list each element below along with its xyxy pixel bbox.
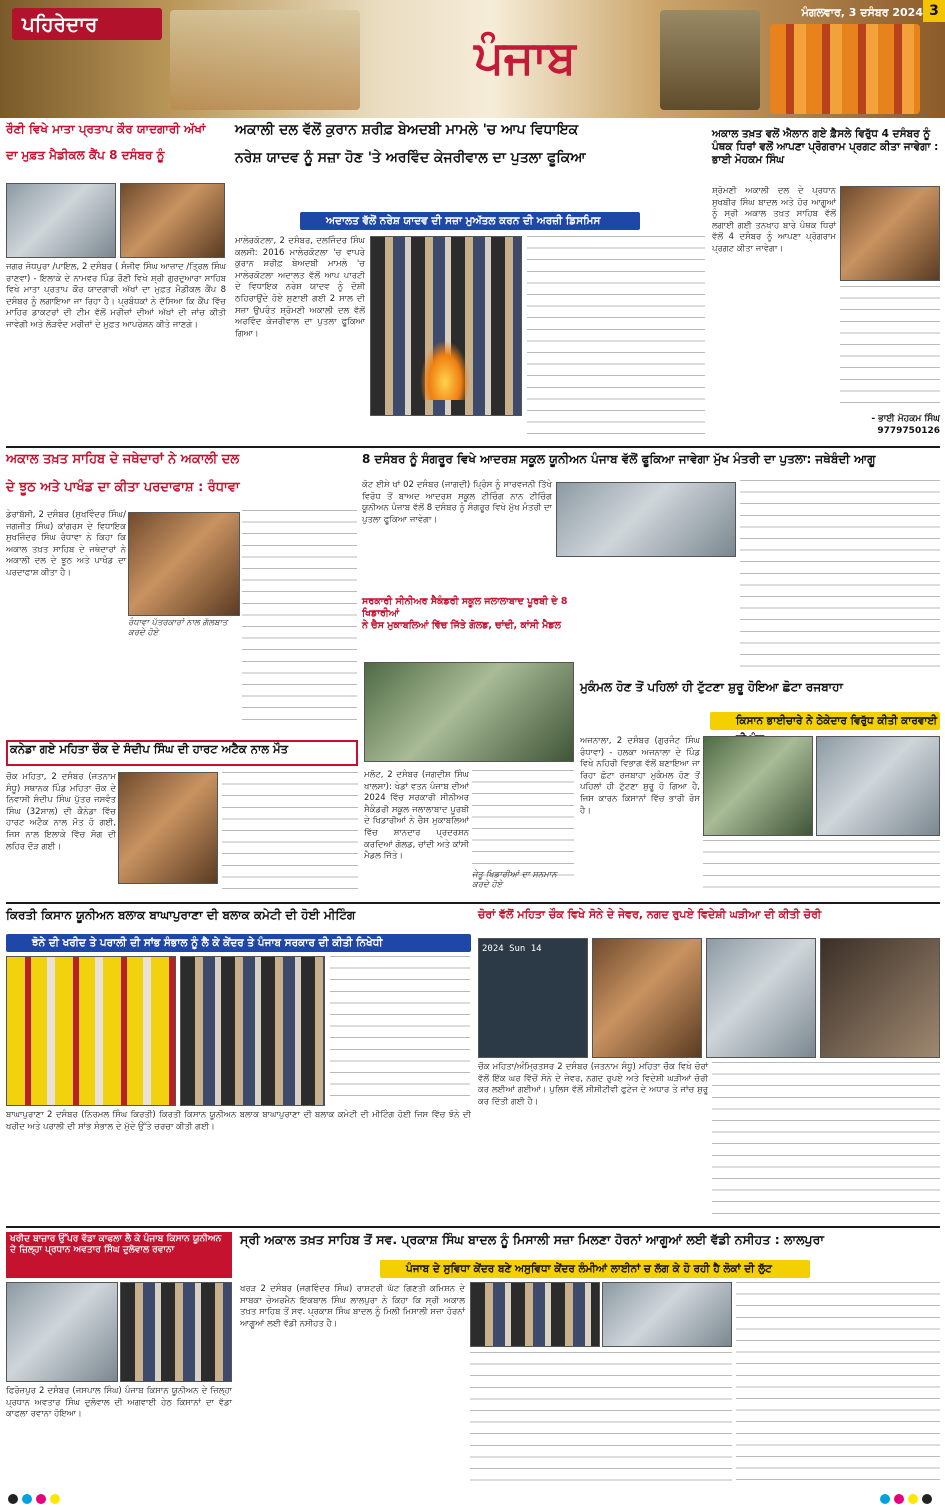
sandeep-singh-photo — [118, 772, 218, 884]
rajbaha-photo-2 — [816, 736, 940, 836]
school-medals-body: ਮਲੋਟ, 2 ਦਸੰਬਰ (ਜਗਦੀਸ਼ ਸਿੰਘ ਖਾਲਸਾ): ਖੇਡਾਂ ਵਤਨ ਪੰਜਾਬ ਦੀਆਂ 2024 ਵਿੱਚ ਸਰਕਾਰੀ ਸੀਨੀਅਰ ਸੈਕੰਡਰੀ ਸਕੂਲ ਜਲਾਲਾਬਾਦ ਪੂਰਬੀ ਦੇ ਖਿਡਾਰੀਆਂ ਨੇ ਚੈਸ ਮੁਕਾਬਲਿਆਂ ਵਿੱਚ ਸ਼ਾਨਦਾਰ ਪ੍ਰਦਰਸ਼ਨ ਕਰਦਿਆਂ ਗੋਲਡ, ਚਾਂਦੀ ਅਤੇ ਕਾਂਸੀ ਮੈਡਲ ਜਿੱਤੇ। — [364, 770, 469, 862]
kisan-meeting-body: ਬਾਘਾਪੁਰਾਣਾ 2 ਦਸੰਬਰ (ਨਿਰਮਲ ਸਿੰਘ ਕਿਰਤੀ) ਕਿਰਤੀ ਕਿਸਾਨ ਯੂਨੀਅਨ ਬਲਾਕ ਬਾਘਾਪੁਰਾਣਾ ਦੀ ਬਲਾਕ ਕਮੇਟੀ ਦੀ ਮੀਟਿੰਗ ਹੋਈ ਜਿਸ ਵਿੱਚ ਝੋਨੇ ਦੀ ਖਰੀਦ ਅਤੇ ਪਰਾਲੀ ਦੀ ਸਾਂਭ ਸੰਭਾਲ ਦੇ ਮੁੱਦੇ ਉੱਤੇ ਚਰਚਾ ਕੀਤੀ ਗਈ। — [6, 1110, 471, 1132]
eye-camp-body: ਜਗਰ ਜੋਧਪੁਰਾ /ਪਾਇਲ, 2 ਦਸੰਬਰ ( ਸੰਜੀਵ ਸਿੰਘ ਆਜ਼ਾਦ /ਤ੍ਰਿਲ ਸਿੰਘ ਰਾਣਵਾ) - ਇਲਾਕੇ ਦੇ ਨਾਮਵਰ ਪਿੰਡ ਰੌਣੀ ਵਿਖੇ ਸ਼੍ਰੀ ਗੁਰਦੁਆਰਾ ਸਾਹਿਬ ਵਿਖੇ ਮਾਤਾ ਪ੍ਰਤਾਪ ਕੌਰ ਯਾਦਗਾਰੀ ਅੱਖਾਂ ਦਾ ਮੁਫ਼ਤ ਮੈਡੀਕਲ ਕੈਂਪ 8 ਦਸੰਬਰ ਨੂੰ ਲਗਾਇਆ ਜਾ ਰਿਹਾ ਹੈ। ਪ੍ਰਬੰਧਕਾਂ ਨੇ ਦੱਸਿਆ ਕਿ ਕੈਂਪ ਵਿੱਚ ਮਾਹਿਰ ਡਾਕਟਰਾਂ ਦੀ ਟੀਮ ਵੱਲੋਂ ਮਰੀਜ਼ਾਂ ਦੀਆਂ ਅੱਖਾਂ ਦੀ ਜਾਂਚ ਕੀਤੀ ਜਾਵੇਗੀ ਅਤੇ ਲੋੜਵੰਦ ਮਰੀਜ਼ਾਂ ਦੇ ਮੁਫ਼ਤ ਆਪਰੇਸ਼ਨ ਕੀਤੇ ਜਾਣਗੇ। — [6, 262, 226, 330]
akal-takht-byline: - ਭਾਈ ਮੋਹਕਮ ਸਿੰਘ — [871, 414, 940, 424]
cctv-timestamp: 2024 Sun 14 — [482, 944, 542, 954]
lalpura-body-right — [736, 1282, 940, 1486]
canada-body: ਚੌਕ ਮਹਿਤਾ, 2 ਦਸੰਬਰ (ਜਤਨਾਮ ਸੰਧੂ) ਸਥਾਨਕ ਪਿੰਡ ਮਹਿਤਾ ਚੌਕ ਦੇ ਨਿਵਾਸੀ ਸੰਦੀਪ ਸਿੰਘ ਪੁੱਤਰ ਜਸਵੰਤ ਸਿੰਘ (32ਸਾਲ) ਦੀ ਕੈਨੇਡਾ ਵਿੱਚ ਹਾਰਟ ਅਟੈਕ ਨਾਲ ਮੌਤ ਹੋ ਗਈ, ਜਿਸ ਨਾਲ ਇਲਾਕੇ ਵਿੱਚ ਸੋਗ ਦੀ ਲਹਿਰ ਦੌੜ ਗਈ। — [6, 772, 116, 852]
masthead-image-tractor — [660, 10, 760, 110]
theft-body: ਚੌਕ ਮਹਿਤਾ/ਅੰਮ੍ਰਿਤਸਰ 2 ਦਸੰਬਰ (ਜਤਨਾਮ ਸੰਧੂ) ਮਹਿਤਾ ਚੌਕ ਵਿਖੇ ਚੋਰਾਂ ਵੱਲੋਂ ਇੱਕ ਘਰ ਵਿੱਚੋਂ ਸੋਨੇ ਦੇ ਜੇਵਰ, ਨਗਦ ਰੁਪਏ ਅਤੇ ਵਿਦੇਸ਼ੀ ਘੜੀਆਂ ਚੋਰੀ ਕਰ ਲਈਆਂ ਗਈਆਂ। ਪੁਲਿਸ ਵੱਲੋਂ ਸੀਸੀਟੀਵੀ ਫੁਟੇਜ ਦੇ ਅਧਾਰ ਤੇ ਜਾਂਚ ਸ਼ੁਰੂ ਕਰ ਦਿੱਤੀ ਗਈ ਹੈ। — [478, 1062, 708, 1107]
divider-row-2 — [6, 902, 940, 904]
rajbaha-headline: ਮੁਕੰਮਲ ਹੋਣ ਤੋਂ ਪਹਿਲਾਂ ਹੀ ਟੁੱਟਣਾ ਸ਼ੁਰੂ ਹੋਇਆ ਛੋਟਾ ਰਜਬਾਹਾ — [580, 680, 843, 694]
kisan-meeting-strap: ਝੋਨੇ ਦੀ ਖਰੀਦ ਤੇ ਪਰਾਲੀ ਦੀ ਸਾਂਭ ਸੰਭਾਲ ਨੂੰ ਲੈ ਕੇ ਕੇਂਦਰ ਤੇ ਪੰਜਾਬ ਸਰਕਾਰ ਦੀ ਕੀਤੀ ਨਿਖੇਧੀ — [6, 934, 471, 952]
newspaper-brand: ਪਹਿਰੇਦਾਰ — [12, 8, 162, 40]
masthead-image-children — [770, 24, 920, 114]
randhawa-body: ਡੇਰਾਬੱਸੀ, 2 ਦਸੰਬਰ (ਸੁਖਵਿੰਦਰ ਸਿੰਘ/ਜਗਜੀਤ ਸਿੰਘ) ਕਾਂਗਰਸ ਦੇ ਵਿਧਾਇਕ ਸੁਖਜਿੰਦਰ ਸਿੰਘ ਰੰਧਾਵਾ ਨੇ ਕਿਹਾ ਕਿ ਅਕਾਲ ਤਖ਼ਤ ਸਾਹਿਬ ਦੇ ਜਥੇਦਾਰਾਂ ਨੇ ਅਕਾਲੀ ਦਲ ਦੇ ਝੂਠ ਅਤੇ ਪਾਖੰਡ ਦਾ ਪਰਦਾਫਾਸ਼ ਕੀਤਾ ਹੈ। — [6, 510, 126, 578]
akal-takht-headline: ਅਕਾਲ ਤਖ਼ਤ ਵਲੋਂ ਐਲਾਨ ਗਏ ਫ਼ੈਸਲੇ ਵਿਰੁੱਧ 4 ਦਸੰਬਰ ਨੂੰ ਪੰਥਕ ਧਿਰਾਂ ਵਲੋਂ ਆਪਣਾ ਪ੍ਰੋਗਰਾਮ ਪ੍ਰਗਟ ਕੀਤਾ ਜਾਵੇਗਾ : ਭਾਈ ਮੋਹਕਮ ਸਿੰਘ — [712, 128, 939, 167]
school-medals-headline-1: ਸਰਕਾਰੀ ਸੀਨੀਅਰ ਸੈਕੰਡਰੀ ਸਕੂਲ ਜਲਾਲਾਬਾਦ ਪੂਰਬੀ ਦੇ 8 ਖਿਡਾਰੀਆਂ — [362, 596, 568, 619]
divider-row-3 — [6, 1226, 940, 1228]
eye-camp-photo-1 — [6, 183, 116, 258]
sangrur-headline: 8 ਦਸੰਬਰ ਨੂੰ ਸੰਗਰੂਰ ਵਿਖੇ ਆਦਰਸ਼ ਸਕੂਲ ਯੂਨੀਅਨ ਪੰਜਾਬ ਵੱਲੋਂ ਫੂਕਿਆ ਜਾਵੇਗਾ ਮੁੱਖ ਮੰਤਰੀ ਦਾ ਪੁਤਲਾ: ਜਥੇਬੰਦੀ ਆਗੂ — [362, 452, 876, 466]
randhawa-body-continued — [242, 510, 357, 730]
randhawa-caption: ਰੰਧਾਵਾ ਪੱਤਰਕਾਰਾਂ ਨਾਲ ਗੱਲਬਾਤ ਕਰਦੇ ਹੋਏ — [128, 618, 228, 638]
sangrur-photo — [556, 482, 736, 557]
lalpura-photo-1 — [470, 1282, 600, 1347]
canada-body-continued — [222, 772, 358, 892]
randhawa-headline-1: ਅਕਾਲ ਤਖ਼ਤ ਸਾਹਿਬ ਦੇ ਜਥੇਦਾਰਾਂ ਨੇ ਅਕਾਲੀ ਦਲ — [6, 452, 240, 467]
school-medals-caption: ਜੇਤੂ ਖਿਡਾਰੀਆਂ ਦਾ ਸਨਮਾਨ ਕਰਦੇ ਹੋਏ — [472, 870, 557, 890]
rajbaha-strap: ਕਿਸਾਨ ਭਾਈਚਾਰੇ ਨੇ ਠੇਕੇਦਾਰ ਵਿਰੁੱਧ ਕੀਤੀ ਕਾਰਵਾਈ — [710, 712, 940, 730]
theft-house-photo-1 — [592, 938, 702, 1058]
rajbaha-body: ਅਜਨਾਲਾ, 2 ਦਸੰਬਰ (ਗੁਰਜੰਟ ਸਿੰਘ ਰੰਧਾਵਾ) - ਹਲਕਾ ਅਜਨਾਲਾ ਦੇ ਪਿੰਡ ਵਿਖੇ ਨਹਿਰੀ ਵਿਭਾਗ ਵੱਲੋਂ ਬਣਾਇਆ ਜਾ ਰਿਹਾ ਛੋਟਾ ਰਜਬਾਹਾ ਮੁਕੰਮਲ ਹੋਣ ਤੋਂ ਪਹਿਲਾਂ ਹੀ ਟੁੱਟਣਾ ਸ਼ੁਰੂ ਹੋ ਗਿਆ ਹੈ, ਜਿਸ ਕਾਰਨ ਕਿਸਾਨਾਂ ਵਿੱਚ ਭਾਰੀ ਰੋਸ ਹੈ। — [580, 736, 700, 816]
effigy-body: ਮਾਲੇਰਕੋਟਲਾ, 2 ਦਸੰਬਰ, ਦਲਜਿੰਦਰ ਸਿੰਘ ਕਲਸੀ: 2016 ਮਾਲੇਰਕੋਟਲਾ 'ਚ ਵਾਪਰੇ ਕੁਰਾਨ ਸ਼ਰੀਫ਼ ਬੇਅਦਬੀ ਮਾਮਲੇ 'ਚ ਮਾਲੇਰਕੋਟਲਾ ਅਦਾਲਤ ਵੱਲੋਂ ਆਪ ਪਾਰਟੀ ਦੇ ਵਿਧਾਇਕ ਨਰੇਸ਼ ਯਾਦਵ ਨੂੰ ਦੋਸ਼ੀ ਠਹਿਰਾਉਂਦੇ ਹੋਏ ਸੁਣਾਈ ਗਈ 2 ਸਾਲ ਦੀ ਸਜ਼ਾ ਉਪਰੰਤ ਸ਼੍ਰੋਮਣੀ ਅਕਾਲੀ ਦਲ ਵੱਲੋਂ ਅਰਵਿੰਦ ਕੇਜਰੀਵਾਲ ਦਾ ਪੁਤਲਾ ਫੂਕਿਆ ਗਿਆ। — [235, 236, 365, 339]
kisan-union-photo-1 — [6, 1282, 118, 1382]
rajbaha-body-continued — [703, 840, 940, 890]
akal-takht-body-continued — [840, 286, 940, 411]
theft-body-continued — [712, 1062, 940, 1222]
lalpura-body: ਖਰੜ 2 ਦਸੰਬਰ (ਜਗਵਿੰਦਰ ਸਿੰਘ) ਰਾਸ਼ਟਰੀ ਘੱਟ ਗਿਣਤੀ ਕਮਿਸ਼ਨ ਦੇ ਸਾਬਕਾ ਚੇਅਰਮੈਨ ਇਕਬਾਲ ਸਿੰਘ ਲਾਲਪੁਰਾ ਨੇ ਕਿਹਾ ਕਿ ਸ੍ਰੀ ਅਕਾਲ ਤਖ਼ਤ ਸਾਹਿਬ ਤੋਂ ਸਵ. ਪ੍ਰਕਾਸ਼ ਸਿੰਘ ਬਾਦਲ ਨੂੰ ਮਿਲੀ ਮਿਸਾਲੀ ਸਜ਼ਾ ਹੋਰਨਾਂ ਆਗੂਆਂ ਲਈ ਵੱਡੀ ਨਸੀਹਤ ਹੈ। — [240, 1284, 465, 1329]
eye-camp-headline-2: ਦਾ ਮੁਫ਼ਤ ਮੈਡੀਕਲ ਕੈਂਪ 8 ਦਸੰਬਰ ਨੂੰ — [6, 148, 165, 162]
dateline: ਮੰਗਲਵਾਰ, 3 ਦਸੰਬਰ 2024 — [801, 6, 923, 19]
kisan-meeting-headline: ਕਿਰਤੀ ਕਿਸਾਨ ਯੂਨੀਅਨ ਬਲਾਕ ਬਾਘਾਪੁਰਾਣਾ ਦੀ ਬਲਾਕ ਕਮੇਟੀ ਦੀ ਹੋਈ ਮੀਟਿੰਗ — [6, 908, 356, 922]
effigy-headline-1: ਅਕਾਲੀ ਦਲ ਵੱਲੋਂ ਕੁਰਾਨ ਸ਼ਰੀਫ਼ ਬੇਅਦਬੀ ਮਾਮਲੇ 'ਚ ਆਪ ਵਿਧਾਇਕ — [235, 122, 579, 138]
lalpura-headline: ਸ੍ਰੀ ਅਕਾਲ ਤਖ਼ਤ ਸਾਹਿਬ ਤੋਂ ਸਵ. ਪ੍ਰਕਾਸ਼ ਸਿੰਘ ਬਾਦਲ ਨੂੰ ਮਿਸਾਲੀ ਸਜ਼ਾ ਮਿਲਣਾ ਹੋਰਨਾਂ ਆਗੂਆਂ ਲਈ ਵੱਡੀ ਨਸੀਹਤ : ਲਾਲਪੁਰਾ — [240, 1232, 824, 1247]
theft-house-photo-3 — [820, 938, 940, 1058]
school-medals-body-continued — [472, 770, 574, 880]
school-medals-headline-2: ਨੇ ਚੈਸ ਮੁਕਾਬਲਿਆਂ ਵਿੱਚ ਜਿੱਤੇ ਗੋਲਡ, ਚਾਂਦੀ, ਕਾਂਸੀ ਮੈਡਲ — [362, 620, 561, 631]
section-title: ਪੰਜਾਬ — [474, 30, 576, 84]
eye-camp-headline-1: ਰੌਣੀ ਵਿਖੇ ਮਾਤਾ ਪ੍ਰਤਾਪ ਕੌਰ ਯਾਦਗਾਰੀ ਅੱਖਾਂ — [6, 122, 206, 136]
page-number: 3 — [923, 0, 945, 22]
kisan-meeting-body-top — [330, 956, 470, 1106]
kisan-meeting-photo-1 — [6, 956, 176, 1106]
effigy-headline-2: ਨਰੇਸ਼ ਯਾਦਵ ਨੂੰ ਸਜ਼ਾ ਹੋਣ 'ਤੇ ਅਰਵਿੰਦ ਕੇਜਰੀਵਾਲ ਦਾ ਪੁਤਲਾ ਫੂਕਿਆ — [235, 150, 586, 166]
effigy-strap: ਅਦਾਲਤ ਵੱਲੋਂ ਨਰੇਸ਼ ਯਾਦਵ ਦੀ ਸਜ਼ਾ ਮੁਅੱਤਲ ਕਰਨ ਦੀ ਅਰਜ਼ੀ ਡਿਸਮਿਸ — [300, 212, 640, 230]
mohkam-singh-photo — [840, 186, 940, 281]
kisan-union-body: ਫਿਰੋਜ਼ਪੁਰ 2 ਦਸੰਬਰ (ਜਸਪਾਲ ਸਿੰਘ) ਪੰਜਾਬ ਕਿਸਾਨ ਯੂਨੀਅਨ ਦੇ ਜ਼ਿਲ੍ਹਾ ਪ੍ਰਧਾਨ ਅਵਤਾਰ ਸਿੰਘ ਦੁਲੋਵਾਲ ਦੀ ਅਗਵਾਈ ਹੇਠ ਕਿਸਾਨਾਂ ਦਾ ਵੱਡਾ ਕਾਫਲਾ ਰਵਾਨਾ ਹੋਇਆ। — [6, 1386, 232, 1420]
canada-headline: ਕਨੇਡਾ ਗਏ ਮਹਿਤਾ ਚੌਕ ਦੇ ਸੰਦੀਪ ਸਿੰਘ ਦੀ ਹਾਰਟ ਅਟੈਕ ਨਾਲ ਮੌਤ — [10, 742, 288, 756]
effigy-body-continued — [527, 236, 705, 436]
eye-camp-photo-2 — [120, 183, 225, 258]
lalpura-strap: ਪੰਜਾਬ ਦੇ ਸੁਵਿਧਾ ਕੇਂਦਰ ਬਣੇ ਅਸੁਵਿਧਾ ਕੇਂਦਰ ਲੰਮੀਆਂ ਲਾਈਨਾਂ ਚ ਲੱਗ ਕੇ ਹੋ ਰਹੀ ਹੈ ਲੋਕਾਂ ਦੀ ਲੁੱਟ — [380, 1260, 810, 1278]
masthead-image-left — [170, 10, 360, 110]
lalpura-photo-2 — [602, 1282, 732, 1347]
randhawa-headline-2: ਦੇ ਝੂਠ ਅਤੇ ਪਾਖੰਡ ਦਾ ਕੀਤਾ ਪਰਦਾਫਾਸ਼ : ਰੰਧਾਵਾ — [6, 480, 240, 495]
sangrur-body: ਕੋਟ ਈਸੇ ਖਾਂ 02 ਦਸੰਬਰ (ਜਾਗਦੀ) ਪ੍ਰਿੰਸ ਨੂੰ ਸਾਰਵਜਨੀ ਤਿੱਖੇ ਵਿਰੋਧ ਤੋਂ ਬਾਅਦ ਆਦਰਸ਼ ਸਕੂਲ ਟੀਚਿੰਗ ਨਾਨ ਟੀਚਿੰਗ ਯੂਨੀਅਨ ਪੰਜਾਬ ਵੱਲੋਂ 8 ਦਸੰਬਰ ਨੂੰ ਸੰਗਰੂਰ ਵਿਖੇ ਮੁੱਖ ਮੰਤਰੀ ਦਾ ਪੁਤਲਾ ਫੂਕਿਆ ਜਾਵੇਗਾ। — [362, 480, 552, 525]
divider-row-1 — [6, 446, 940, 448]
kisan-union-headline: ਖਰੀਦ ਬਾਜ਼ਾਰ ਉੱਪਰ ਵੱਡਾ ਕਾਫਲਾ ਲੈ ਕੇ ਪੰਜਾਬ ਕਿਸਾਨ ਯੂਨੀਅਨ ਦੇ ਜ਼ਿਲ੍ਹਾ ਪ੍ਰਧਾਨ ਅਵਤਾਰ ਸਿੰਘ ਦੁਲੋਵਾਲ ਰਵਾਨਾ — [10, 1234, 222, 1256]
effigy-fire — [420, 340, 470, 400]
print-registration-strip — [0, 1491, 945, 1507]
theft-house-photo-2 — [706, 938, 816, 1058]
sangrur-body-continued — [740, 480, 940, 670]
randhawa-photo — [128, 512, 240, 616]
kisan-union-photo-2 — [120, 1282, 232, 1382]
theft-headline: ਚੋਰਾਂ ਵੱਲੋਂ ਮਹਿਤਾ ਚੌਕ ਵਿਖੇ ਸੋਨੇ ਦੇ ਜੇਵਰ, ਨਗਦ ਰੁਪਏ ਵਿਦੇਸ਼ੀ ਘੜੀਆ ਦੀ ਕੀਤੀ ਚੋਰੀ — [478, 908, 822, 921]
lalpura-body-middle — [470, 1352, 732, 1486]
kisan-meeting-photo-2 — [180, 956, 325, 1106]
akal-takht-body: ਸ਼੍ਰੋਮਣੀ ਅਕਾਲੀ ਦਲ ਦੇ ਪ੍ਰਧਾਨ ਸੁਖਬੀਰ ਸਿੰਘ ਬਾਦਲ ਅਤੇ ਹੋਰ ਆਗੂਆਂ ਨੂੰ ਸ੍ਰੀ ਅਕਾਲ ਤਖ਼ਤ ਸਾਹਿਬ ਵੱਲੋਂ ਲਗਾਈ ਗਈ ਤਨਖਾਹ ਬਾਰੇ ਪੰਥਕ ਧਿਰਾਂ ਵੱਲੋਂ 4 ਦਸੰਬਰ ਨੂੰ ਆਪਣਾ ਪ੍ਰੋਗਰਾਮ ਪ੍ਰਗਟ ਕੀਤਾ ਜਾਵੇਗਾ। — [712, 186, 836, 254]
rajbaha-photo-1 — [703, 736, 813, 836]
school-medals-photo — [364, 662, 574, 762]
akal-takht-phone: 9779750126 — [877, 426, 940, 436]
